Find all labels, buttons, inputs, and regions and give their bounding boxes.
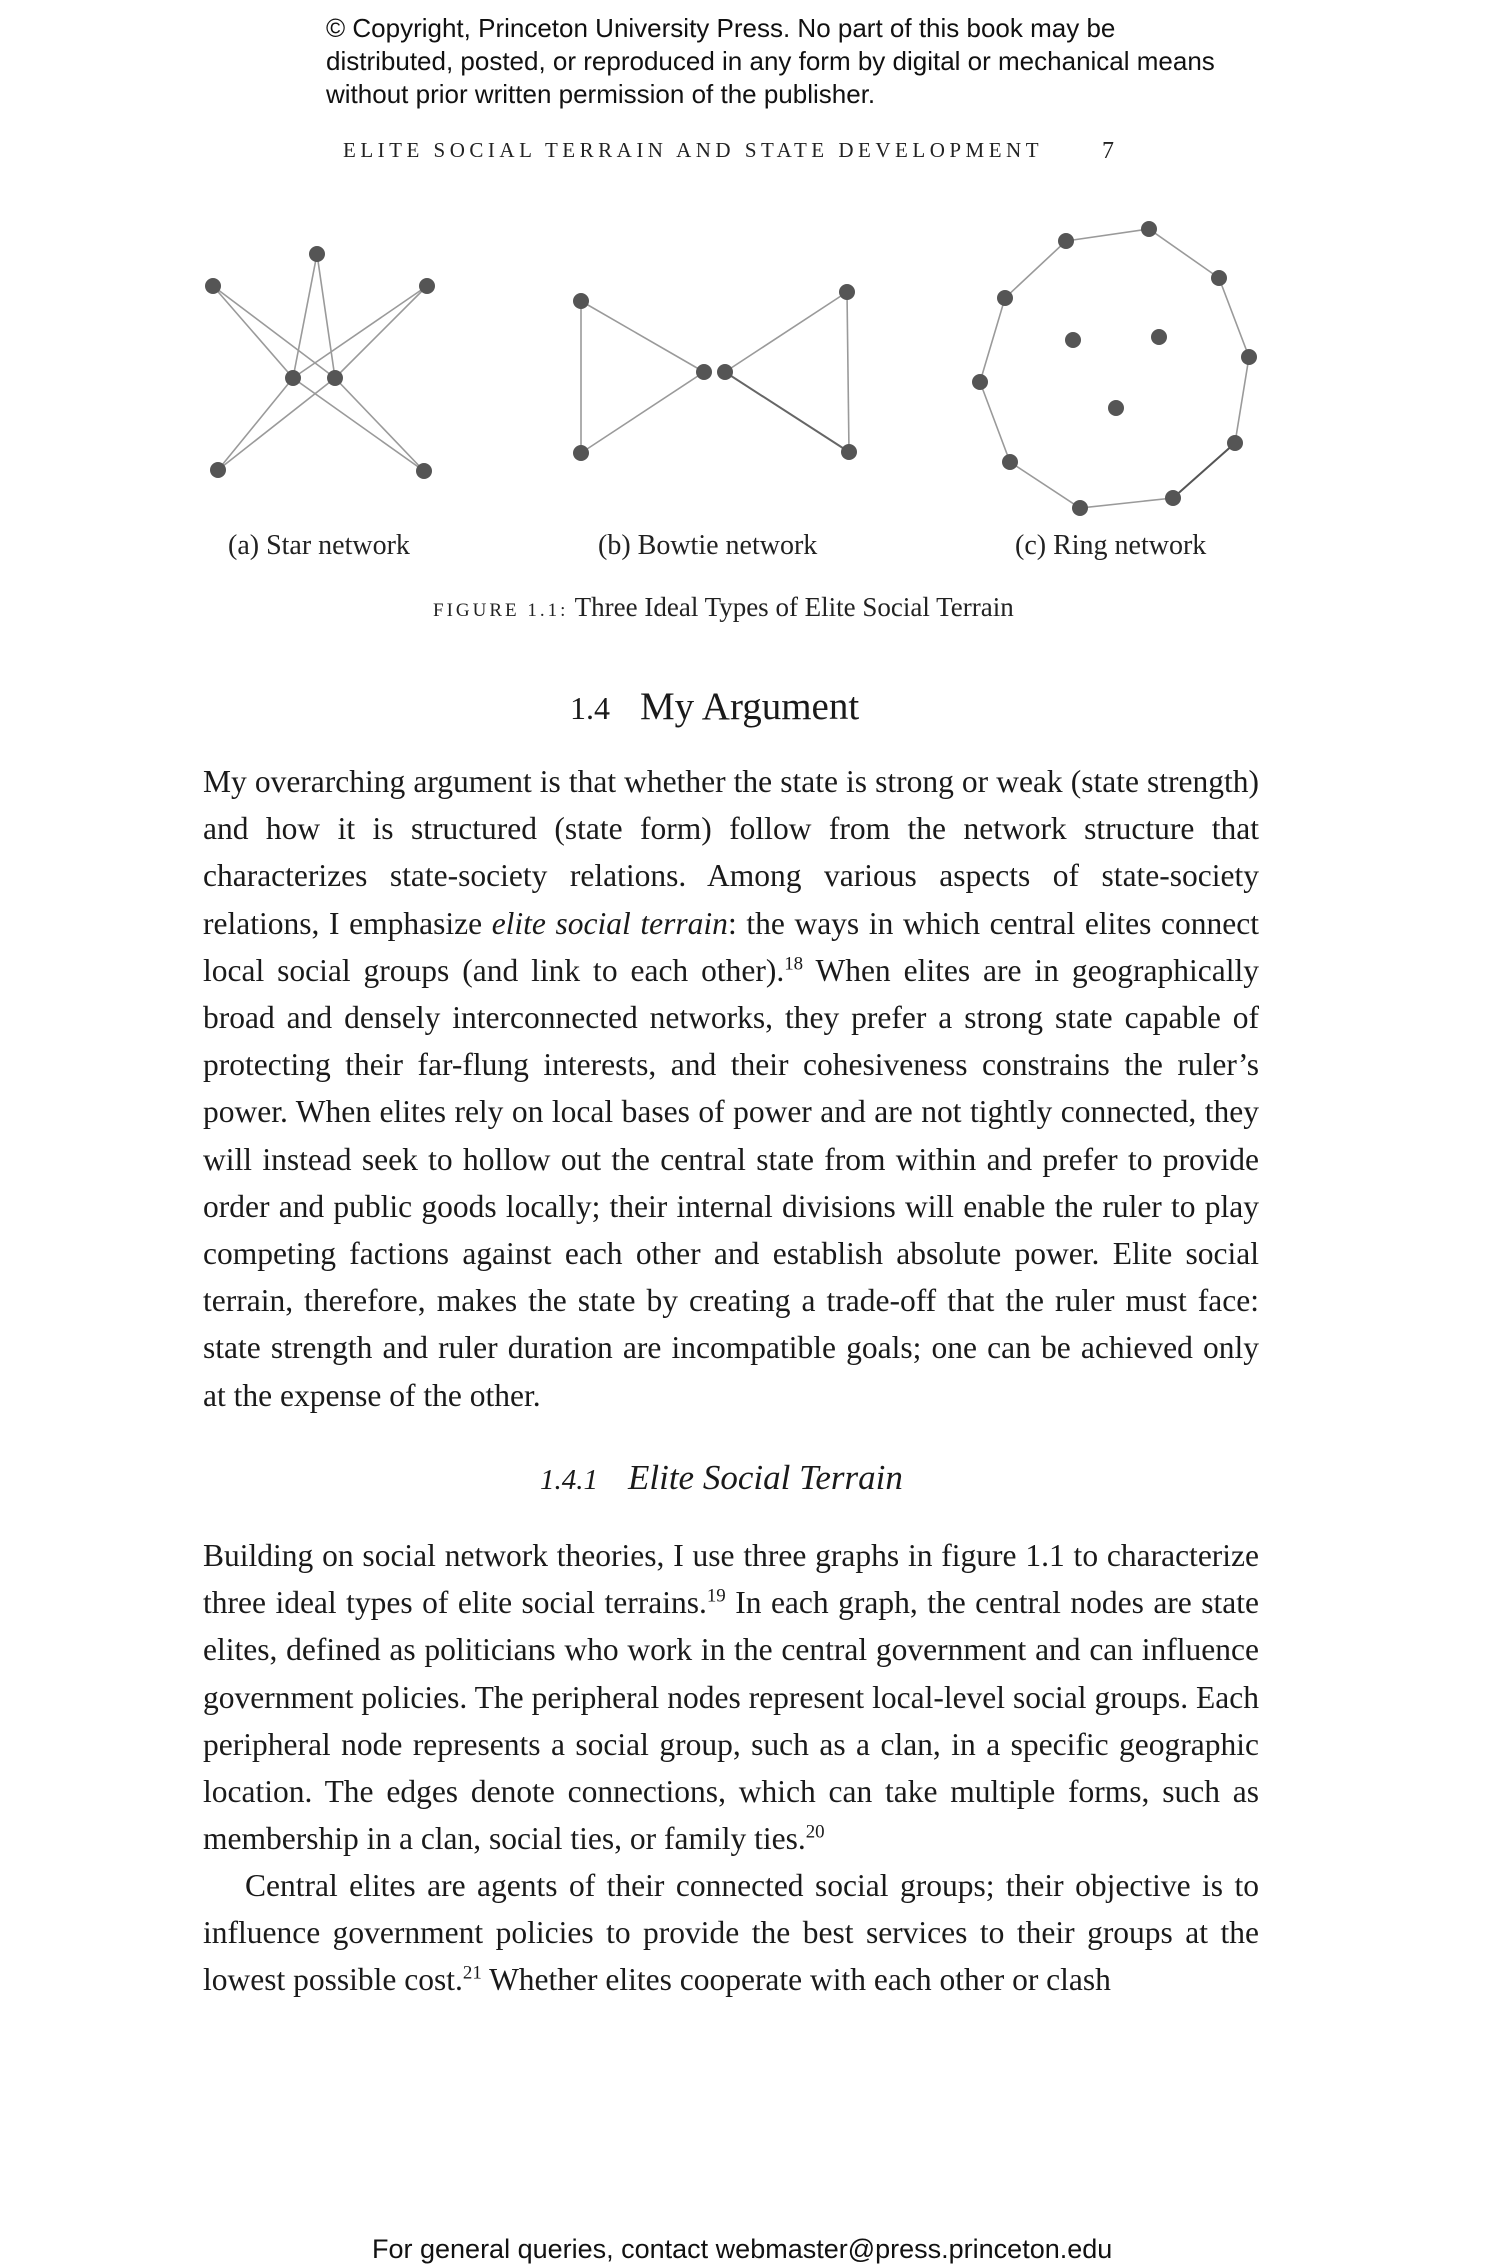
peripheral-node	[1227, 435, 1243, 451]
footnote-ref[interactable]: 18	[784, 953, 804, 975]
edge	[581, 372, 704, 453]
central-node	[285, 370, 301, 386]
figure-caption	[433, 592, 1014, 623]
peripheral-node	[1072, 500, 1088, 516]
paragraph-terrain: Building on social network theories, I use three graphs in figure 1.1 to characterize three ideal types of elite social terrains.$^{19}$ In each graph, the central nodes are state elites, defined as politicians who work in the central government and can influence government policies. The peripheral nodes represent local-level social groups. Each peripheral node represents a social group, such as a clan, in a specific geographic location. The edges denote connections, which can take multiple forms, such as membership in a clan, social ties, or family ties.$^{20}$	[203, 1538, 1259, 1857]
peripheral-node	[997, 290, 1013, 306]
subcaption-star: (a) Star network	[228, 530, 410, 561]
figure-networks	[0, 200, 1500, 580]
footnote-ref[interactable]: 19	[706, 1585, 726, 1607]
edge	[1173, 443, 1235, 498]
central-node	[327, 370, 343, 386]
edge	[218, 378, 293, 470]
subcaption-bowtie: (b) Bowtie network	[598, 530, 818, 561]
section-number: 1.4	[570, 690, 610, 726]
edge	[213, 286, 335, 378]
paragraph-central-elites: Central elites are agents of their connected social groups; their objective is to influence government policies to provide the best services to their groups at the lowest possible cost.$^{21}$ Whether elites cooperate with each other or clash	[203, 1868, 1259, 1998]
edge	[847, 292, 849, 452]
peripheral-node	[205, 278, 221, 294]
edge	[293, 378, 424, 471]
peripheral-node	[1141, 221, 1157, 237]
footer-contact: For general queries, contact webmaster@press.princeton.edu	[372, 2234, 1113, 2264]
section-title: My Argument	[640, 685, 860, 728]
peripheral-node	[309, 246, 325, 262]
edge	[213, 286, 293, 378]
central-node	[1151, 329, 1167, 345]
peripheral-node	[573, 445, 589, 461]
central-node	[1108, 400, 1124, 416]
edge	[293, 286, 427, 378]
edge	[581, 301, 704, 372]
running-head: ELITE SOCIAL TERRAIN AND STATE DEVELOPMENT	[343, 138, 1044, 162]
peripheral-node	[972, 374, 988, 390]
ring-network	[980, 229, 1249, 508]
footnote-ref[interactable]: 21	[462, 1962, 482, 1984]
peripheral-node	[841, 444, 857, 460]
central-node	[696, 364, 712, 380]
footnote-ref[interactable]: 20	[805, 1821, 825, 1843]
figure-caption-text: Three Ideal Types of Elite Social Terrain	[568, 592, 1014, 622]
central-node	[717, 364, 733, 380]
peripheral-node	[1211, 270, 1227, 286]
peripheral-node	[1241, 349, 1257, 365]
peripheral-node	[1058, 233, 1074, 249]
edge	[218, 378, 335, 470]
figure-caption-label: FIGURE 1.1:	[433, 600, 569, 621]
edge	[335, 378, 424, 471]
edge	[335, 286, 427, 378]
edge	[725, 292, 847, 372]
edge	[725, 372, 849, 452]
subsection-title: Elite Social Terrain	[628, 1458, 903, 1497]
subsection-number: 1.4.1	[540, 1464, 598, 1496]
peripheral-node	[573, 293, 589, 309]
peripheral-node	[1165, 490, 1181, 506]
paragraph-argument: My overarching argument is that whether the state is strong or weak (state strength) and how it is structured (state form) follow from the network structure that characterizes state-society relations. Among various aspects of state-society relations, I emphasize elite social terrain: the ways in which central elites connect local social groups (and link to each other).$^{18}$ When elites are in geographically broad and densely interconnected networks, they prefer a strong state capable of protecting their far-flung interests, and their cohesiveness constrains the ruler’s power. When elites rely on local bases of power and are not tightly connected, they will instead seek to hollow out the central state from within and prefer to provide order and public goods locally; their internal divisions will enable the ruler to play competing factions against each other and establish absolute power. Elite social terrain, therefore, makes the state by creating a trade-off that the ruler must face: state strength and ruler duration are incompatible goals; one can be achieved only at the expense of the other.	[203, 764, 1260, 1413]
peripheral-node	[839, 284, 855, 300]
section-heading	[570, 684, 859, 729]
emphasis: elite social terrain	[491, 905, 728, 941]
peripheral-node	[210, 462, 226, 478]
bowtie-network	[581, 292, 849, 453]
peripheral-node	[416, 463, 432, 479]
subcaption-ring: (c) Ring network	[1015, 530, 1207, 561]
copyright-notice: © Copyright, Princeton University Press. No part of this book may be distributed, posted, or reproduced in any form by digital or mechanical means without prior written permission of the publisher.	[326, 13, 1215, 109]
central-node	[1065, 332, 1081, 348]
peripheral-node	[1002, 454, 1018, 470]
edge	[293, 254, 317, 378]
peripheral-node	[419, 278, 435, 294]
subsection-heading	[540, 1458, 903, 1498]
star-network	[213, 254, 427, 471]
page-number: 7	[1102, 138, 1114, 164]
